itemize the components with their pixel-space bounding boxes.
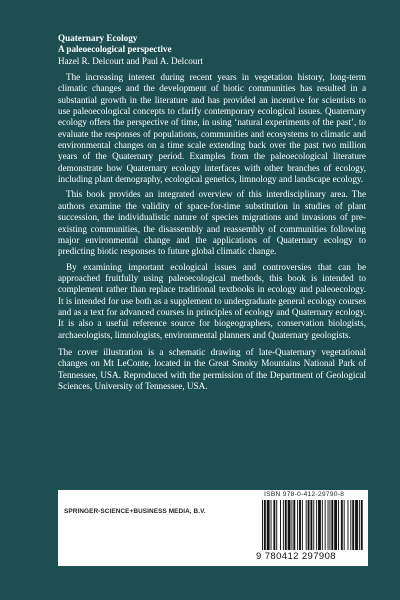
book-authors: Hazel R. Delcourt and Paul A. Delcourt (58, 55, 203, 66)
book-title: Quaternary Ecology (58, 33, 138, 43)
description-paragraph: This book provides an integrated overview of this interdisciplinary area. The authors examine the validity of space-for-time substitution in studies of plant succession, the individualistic nature of species migrations and invasions of pre-existing communities, the disassembly and reassembly of communities following major environmental change and the applications of Quaternary ecology to predicting biotic responses to future global climatic change. (58, 189, 366, 257)
publisher-name: SPRINGER-SCIENCE+BUSINESS MEDIA, B.V. (64, 508, 206, 515)
barcode-icon (262, 500, 364, 550)
footer-band (58, 490, 368, 566)
book-subtitle: A paleoecological perspective (58, 44, 172, 55)
isbn-label: ISBN 978-0-412-29790-8 (264, 491, 345, 498)
back-cover-text (58, 33, 366, 396)
description-paragraph: The increasing interest during recent years in vegetation history, long-term climatic changes and the development of biotic communities has resulted in a substantial growth in the literature and has provided an incentive for scientists to use paleoecological concepts to clarify contemporary ecological issues. Quaternary ecology offers the perspective of time, in using ‘natural experiments of the past’, to evaluate the responses of populations, communities and ecosystems to climatic and environmental changes on a time scale extending back over the past two million years of the Quaternary period. Examples from the paleoecological literature demonstrate how Quaternary ecology interfaces with other branches of ecology, including plant demography, ecological genetics, limnology and landscape ecology. (58, 72, 366, 185)
cover-illustration-note: The cover illustration is a schematic drawing of late-Quaternary vegetational changes on Mt LeConte, located in the Great Smoky Mountains National Park of Tennessee, USA. Reproduced with the permission of the Department of Geological Sciences, University of Tennessee, USA. (58, 346, 366, 391)
description-paragraph: By examining important ecological issues and controversies that can be approached fruitfully using paleoecological methods, this book is intended to complement rather than replace traditional textbooks in ecology and paleoecology. It is intended for use both as a supplement to undergraduate general ecology courses and as a text for advanced courses in principles of ecology and Quaternary ecology. It is also a useful reference source for biogeographers, conservation biologists, archaeologists, limnologists, environmental planners and Quaternary geologists. (58, 261, 366, 340)
barcode-digits: 9 780412 297908 (256, 551, 336, 562)
